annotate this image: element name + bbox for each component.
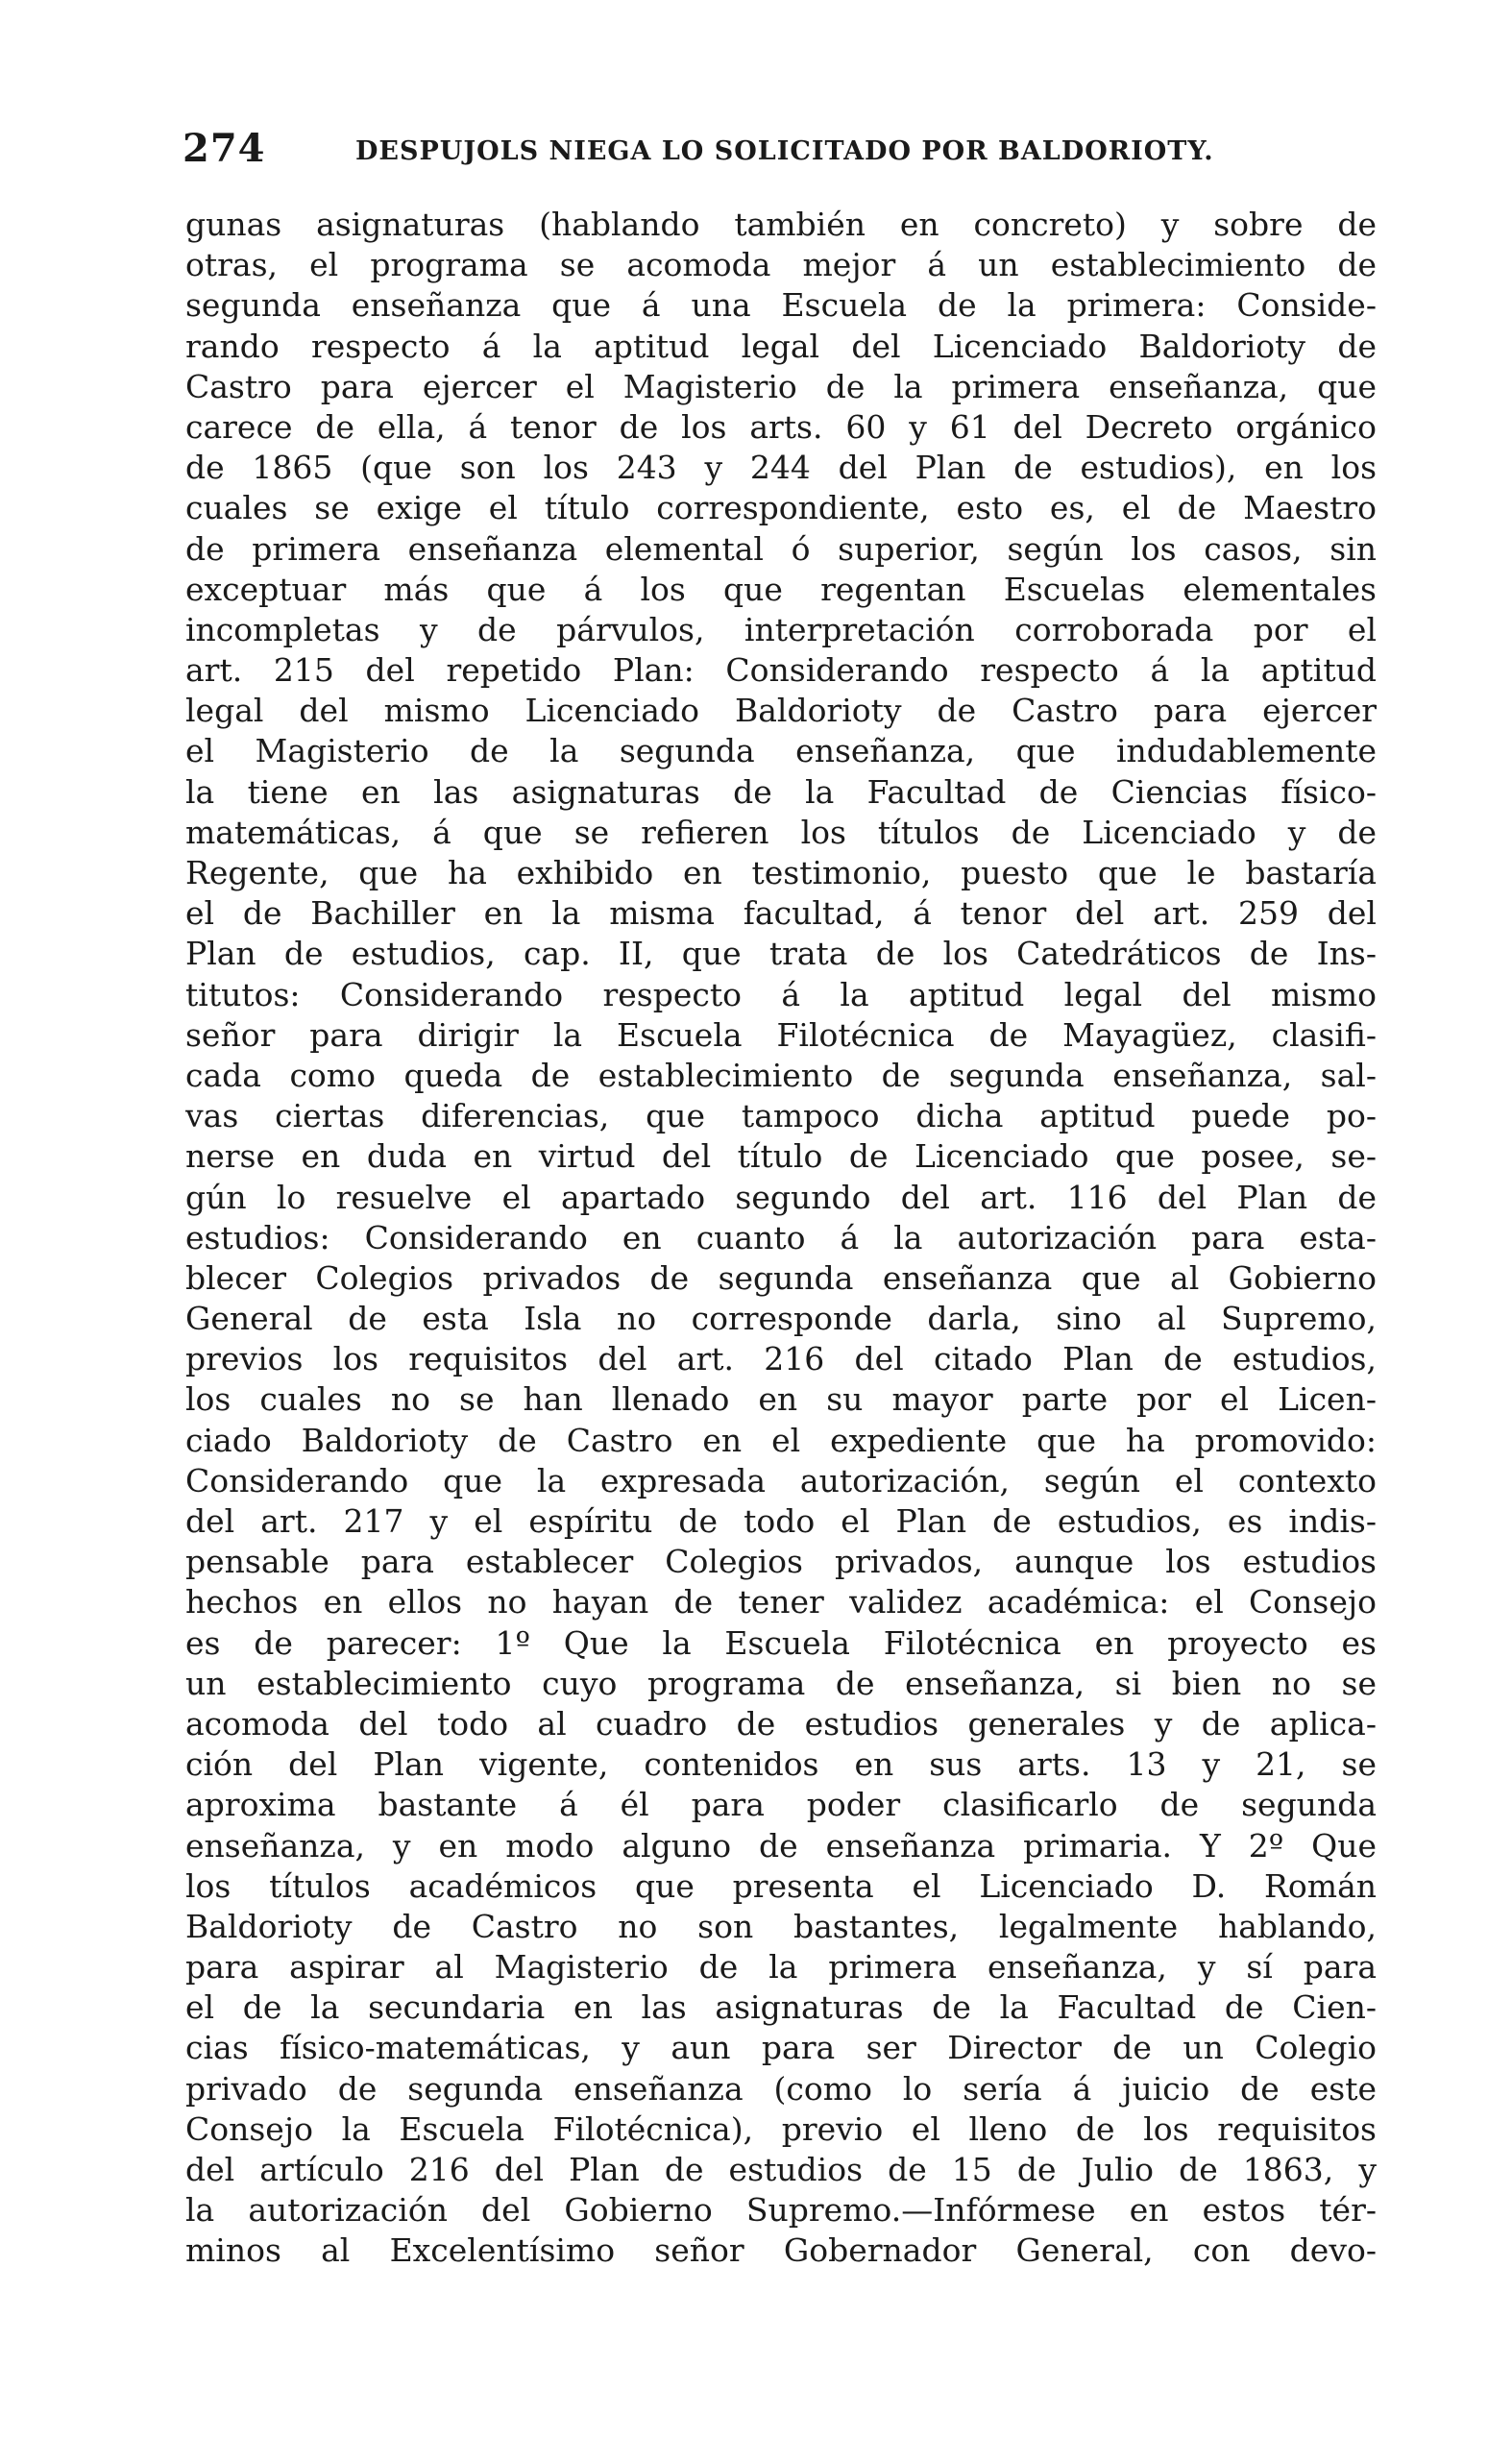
text-line: gunas asignaturas (hablando también en concreto) y sobre de [185,206,1377,243]
text-line: cias físico-matemáticas, y aun para ser Director de un Colegio [185,2029,1377,2067]
body-text [185,205,1377,2272]
text-line: hechos en ellos no hayan de tener validez académica: el Consejo [185,1583,1377,1621]
text-line: ciado Baldorioty de Castro en el expediente que ha promovido: [185,1421,1377,1459]
text-line: la tiene en las asignaturas de la Facultad de Ciencias físico- [185,772,1377,811]
text-line: el de Bachiller en la misma facultad, á tenor del art. 259 del [185,894,1377,933]
text-line: los cuales no se han llenado en su mayor parte por el Licen- [185,1380,1377,1419]
text-line: enseñanza, y en modo alguno de enseñanza primaria. Y 2º Que [185,1826,1377,1865]
page-number: 274 [183,126,266,171]
text-line: el de la secundaria en las asignaturas de la Facultad de Cien- [185,1988,1377,2027]
text-line: matemáticas, á que se refieren los títulos de Licenciado y de [185,813,1377,851]
text-line: la autorización del Gobierno Supremo.—Infórmese en estos tér- [185,2191,1377,2230]
text-line: señor para dirigir la Escuela Filotécnica de Mayagüez, clasifi- [185,1015,1377,1054]
text-line: estudios: Considerando en cuanto á la autorización para esta- [185,1218,1377,1256]
text-line: Regente, que ha exhibido en testimonio, puesto que le bastaría [185,854,1377,891]
page-header [183,120,1374,178]
text-line: previos los requisitos del art. 216 del citado Plan de estudios, [185,1340,1377,1378]
text-line: segunda enseñanza que á una Escuela de la primera: Conside- [185,286,1377,325]
text-line: nerse en duda en virtud del título de Licenciado que posee, se- [185,1137,1377,1176]
text-line: rando respecto á la aptitud legal del Licenciado Baldorioty de [185,327,1377,365]
text-line: blecer Colegios privados de segunda enseñanza que al Gobierno [185,1258,1377,1297]
text-line: legal del mismo Licenciado Baldorioty de Castro para ejercer [185,692,1377,730]
running-title: DESPUJOLS NIEGA LO SOLICITADO POR BALDORIOTY. [355,136,1214,166]
text-line: gún lo resuelve el apartado segundo del art. 116 del Plan de [185,1178,1377,1216]
text-line: acomoda del todo al cuadro de estudios generales y de aplica- [185,1704,1377,1743]
text-line: titutos: Considerando respecto á la aptitud legal del mismo [185,975,1377,1013]
text-line: otras, el programa se acomoda mejor á un establecimiento de [185,246,1377,284]
text-line: es de parecer: 1º Que la Escuela Filotécnica en proyecto es [185,1623,1377,1662]
text-line: art. 215 del repetido Plan: Considerando respecto á la aptitud [185,651,1377,690]
text-line: del art. 217 y el espíritu de todo el Plan de estudios, es indis- [185,1502,1377,1540]
text-line: el Magisterio de la segunda enseñanza, que indudablemente [185,732,1377,770]
text-line: cuales se exige el título correspondiente, esto es, el de Maestro [185,489,1377,527]
text-line: para aspirar al Magisterio de la primera enseñanza, y sí para [185,1948,1377,1987]
text-line: ción del Plan vigente, contenidos en sus arts. 13 y 21, se [185,1745,1377,1784]
text-line: vas ciertas diferencias, que tampoco dicha aptitud puede po- [185,1097,1377,1135]
text-line: privado de segunda enseñanza (como lo sería á juicio de este [185,2069,1377,2108]
text-line: Castro para ejercer el Magisterio de la primera enseñanza, que [185,367,1377,405]
text-line: los títulos académicos que presenta el Licenciado D. Román [185,1866,1377,1905]
text-line: exceptuar más que á los que regentan Escuelas elementales [185,570,1377,608]
text-line: pensable para establecer Colegios privados, aunque los estudios [185,1543,1377,1581]
text-line: Plan de estudios, cap. II, que trata de los Catedráticos de Ins- [185,935,1377,973]
text-line: de primera enseñanza elemental ó superior, según los casos, sin [185,529,1377,568]
text-line: un establecimiento cuyo programa de enseñanza, si bien no se [185,1664,1377,1702]
text-line: incompletas y de párvulos, interpretación corroborada por el [185,610,1377,648]
text-line: de 1865 (que son los 243 y 244 del Plan de estudios), en los [185,449,1377,487]
text-line: minos al Excelentísimo señor Gobernador General, con devo- [185,2231,1377,2270]
text-line: Considerando que la expresada autorización, según el contexto [185,1461,1377,1499]
text-line: General de esta Isla no corresponde darla, sino al Supremo, [185,1300,1377,1338]
text-line: Consejo la Escuela Filotécnica), previo el lleno de los requisitos [185,2109,1377,2148]
text-line: del artículo 216 del Plan de estudios de 15 de Julio de 1863, y [185,2151,1377,2188]
text-line: cada como queda de establecimiento de segunda enseñanza, sal- [185,1056,1377,1094]
text-line: aproxima bastante á él para poder clasificarlo de segunda [185,1786,1377,1824]
text-line: carece de ella, á tenor de los arts. 60 y 61 del Decreto orgánico [185,407,1377,446]
text-line: Baldorioty de Castro no son bastantes, legalmente hablando, [185,1907,1377,1945]
